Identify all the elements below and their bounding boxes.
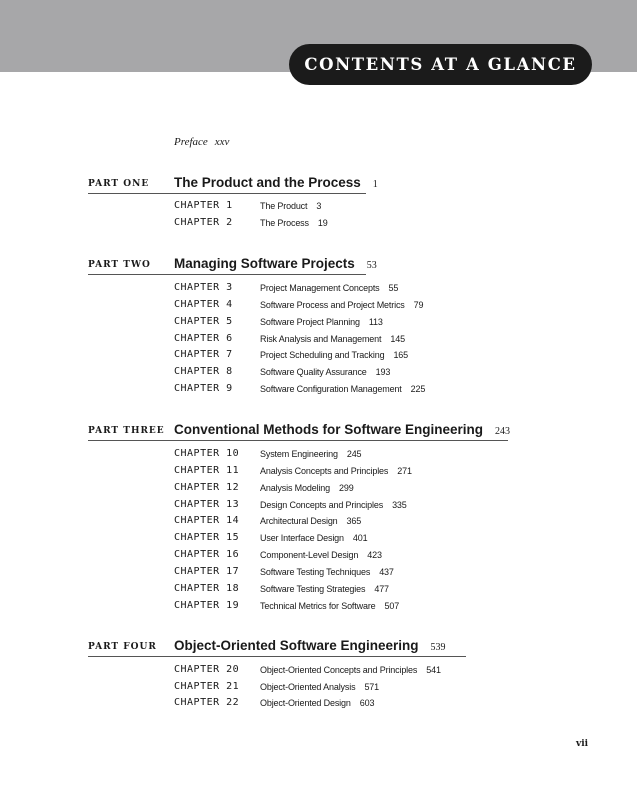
chapter-label: CHAPTER 5 — [174, 316, 233, 327]
chapter-page: 79 — [413, 300, 424, 310]
chapter-title: Software Configuration Management 225 — [260, 384, 426, 394]
chapter-title: The Process 19 — [260, 218, 328, 228]
chapter-page: 507 — [384, 601, 400, 611]
chapter-title: Design Concepts and Principles 335 — [260, 500, 407, 510]
chapter-title: Software Project Planning 113 — [260, 317, 383, 327]
chapter-page: 165 — [393, 350, 409, 360]
chapter-page: 437 — [379, 567, 394, 577]
chapter-title: Project Scheduling and Tracking 165 — [260, 350, 409, 360]
chapter-title: System Engineering 245 — [260, 449, 362, 459]
part-title-text: Managing Software Projects — [174, 256, 355, 271]
chapter-page: 299 — [339, 483, 354, 493]
chapter-title: Object-Oriented Analysis 571 — [260, 682, 380, 692]
part-page: 243 — [495, 426, 511, 437]
chapter-page: 113 — [368, 317, 383, 327]
chapter-title: Software Quality Assurance 193 — [260, 367, 391, 377]
chapter-label: CHAPTER 8 — [174, 366, 233, 377]
chapter-label: CHAPTER 17 — [174, 566, 240, 577]
chapter-page: 225 — [410, 384, 426, 394]
chapter-page: 193 — [375, 367, 391, 377]
chapter-label: CHAPTER 1 — [174, 200, 233, 211]
chapter-page: 271 — [397, 466, 412, 476]
part-title-text: The Product and the Process — [174, 175, 361, 190]
chapter-title: Technical Metrics for Software 507 — [260, 601, 400, 611]
chapter-page: 541 — [426, 665, 441, 675]
part-rule — [88, 193, 366, 194]
chapter-page: 477 — [374, 584, 389, 594]
chapter-page: 603 — [359, 698, 375, 708]
chapter-label: CHAPTER 22 — [174, 697, 240, 708]
part-page: 1 — [372, 179, 378, 190]
part-title-text: Conventional Methods for Software Engineering — [174, 422, 484, 437]
chapter-label: CHAPTER 20 — [174, 664, 240, 675]
chapter-title: Risk Analysis and Management 145 — [260, 334, 405, 344]
chapter-label: CHAPTER 6 — [174, 333, 233, 344]
part-rule — [88, 274, 366, 275]
chapter-label: CHAPTER 10 — [174, 448, 240, 459]
part-label: PART ONE — [88, 179, 150, 189]
chapter-page: 245 — [346, 449, 362, 459]
chapter-label: CHAPTER 7 — [174, 349, 233, 360]
chapter-title: Software Testing Strategies 477 — [260, 584, 389, 594]
chapter-label: CHAPTER 13 — [174, 499, 240, 510]
page-number: vii — [576, 739, 589, 749]
chapter-title: Analysis Modeling 299 — [260, 483, 354, 493]
chapter-title: Object-Oriented Design 603 — [260, 698, 375, 708]
part-label: PART THREE — [88, 426, 165, 436]
chapter-label: CHAPTER 15 — [174, 532, 240, 543]
preface-entry[interactable] — [174, 136, 229, 148]
chapter-label: CHAPTER 14 — [174, 515, 240, 526]
part-title-text: Object-Oriented Software Engineering — [174, 638, 419, 653]
chapter-title: The Product 3 — [260, 201, 322, 211]
part-title[interactable] — [174, 421, 510, 441]
part-label: PART TWO — [88, 260, 151, 270]
part-rule — [88, 656, 466, 657]
chapter-label: CHAPTER 21 — [174, 681, 240, 692]
chapter-page: 423 — [367, 550, 382, 560]
chapter-page: 55 — [388, 283, 399, 293]
chapter-page: 401 — [352, 533, 368, 543]
chapter-page: 365 — [346, 516, 362, 526]
chapter-page: 19 — [317, 218, 328, 228]
part-label: PART FOUR — [88, 642, 157, 652]
chapter-label: CHAPTER 2 — [174, 217, 233, 228]
contents-title: CONTENTS AT A GLANCE — [289, 44, 592, 85]
chapter-page: 145 — [390, 334, 405, 344]
chapter-title: Architectural Design 365 — [260, 516, 362, 526]
chapter-page: 571 — [364, 682, 380, 692]
chapter-label: CHAPTER 11 — [174, 465, 240, 476]
preface-label: Preface — [174, 136, 208, 148]
chapter-title: Software Testing Techniques 437 — [260, 567, 394, 577]
chapter-title: Object-Oriented Concepts and Principles 541 — [260, 665, 441, 675]
part-rule — [88, 440, 508, 441]
chapter-title: Analysis Concepts and Principles 271 — [260, 466, 412, 476]
part-page: 53 — [366, 260, 377, 271]
chapter-title: User Interface Design 401 — [260, 533, 368, 543]
chapter-label: CHAPTER 16 — [174, 549, 240, 560]
part-title[interactable] — [174, 174, 378, 194]
part-page: 539 — [430, 642, 446, 653]
chapter-label: CHAPTER 18 — [174, 583, 240, 594]
chapter-label: CHAPTER 3 — [174, 282, 233, 293]
chapter-label: CHAPTER 4 — [174, 299, 233, 310]
chapter-page: 335 — [392, 500, 407, 510]
chapter-title: Software Process and Project Metrics 79 — [260, 300, 424, 310]
part-title[interactable] — [174, 255, 377, 275]
part-title[interactable] — [174, 637, 446, 657]
chapter-page: 3 — [316, 201, 322, 211]
chapter-label: CHAPTER 19 — [174, 600, 240, 611]
chapter-label: CHAPTER 9 — [174, 383, 233, 394]
chapter-title: Component-Level Design 423 — [260, 550, 382, 560]
chapter-label: CHAPTER 12 — [174, 482, 240, 493]
preface-page: xxv — [214, 136, 230, 148]
chapter-title: Project Management Concepts 55 — [260, 283, 399, 293]
